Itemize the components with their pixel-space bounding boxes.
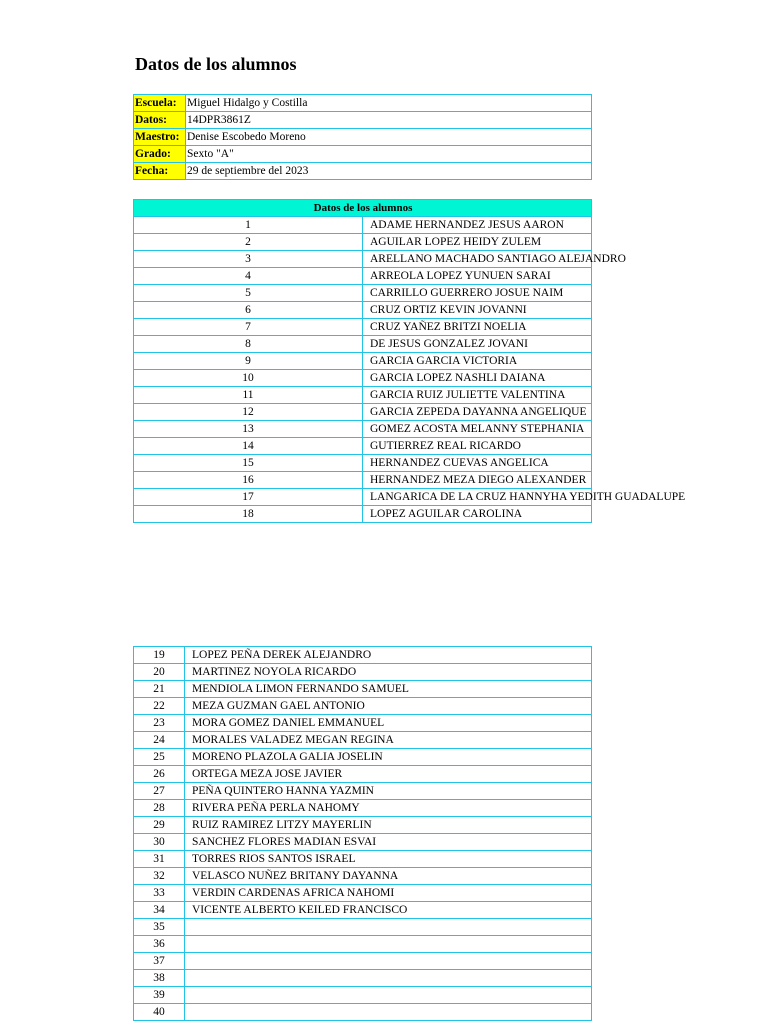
info-row (134, 112, 592, 129)
student-number: 19 (134, 647, 185, 664)
student-number: 27 (134, 783, 185, 800)
student-name: MORA GOMEZ DANIEL EMMANUEL (185, 715, 592, 732)
school-info-table (133, 94, 592, 180)
info-label: Grado: (134, 146, 186, 163)
table-row (134, 664, 592, 681)
info-label: Fecha: (134, 163, 186, 180)
student-number: 29 (134, 817, 185, 834)
table-row (134, 506, 592, 523)
info-value: Sexto "A" (186, 146, 592, 163)
table-row (134, 319, 592, 336)
student-name (185, 953, 592, 970)
info-row (134, 129, 592, 146)
table-row (134, 766, 592, 783)
info-row (134, 95, 592, 112)
info-value: 14DPR3861Z (186, 112, 592, 129)
student-name: ARELLANO MACHADO SANTIAGO ALEJANDRO (363, 251, 592, 268)
table-row (134, 455, 592, 472)
student-name (185, 987, 592, 1004)
student-name: MEZA GUZMAN GAEL ANTONIO (185, 698, 592, 715)
student-name (185, 919, 592, 936)
student-name: RIVERA PEÑA PERLA NAHOMY (185, 800, 592, 817)
table-header-row (134, 200, 592, 217)
student-number: 6 (134, 302, 363, 319)
student-number: 17 (134, 489, 363, 506)
student-number: 33 (134, 885, 185, 902)
info-row (134, 146, 592, 163)
info-label: Maestro: (134, 129, 186, 146)
table-row (134, 953, 592, 970)
student-number: 31 (134, 851, 185, 868)
student-name: HERNANDEZ MEZA DIEGO ALEXANDER (363, 472, 592, 489)
student-name: VERDIN CARDENAS AFRICA NAHOMI (185, 885, 592, 902)
info-value: Denise Escobedo Moreno (186, 129, 592, 146)
table-row (134, 370, 592, 387)
student-number: 10 (134, 370, 363, 387)
student-name: SANCHEZ FLORES MADIAN ESVAI (185, 834, 592, 851)
student-name: MORALES VALADEZ MEGAN REGINA (185, 732, 592, 749)
table-row (134, 902, 592, 919)
student-name: GOMEZ ACOSTA MELANNY STEPHANIA (363, 421, 592, 438)
table-row (134, 698, 592, 715)
student-name: AGUILAR LOPEZ HEIDY ZULEM (363, 234, 592, 251)
student-number: 5 (134, 285, 363, 302)
student-name: RUIZ RAMIREZ LITZY MAYERLIN (185, 817, 592, 834)
table-row (134, 421, 592, 438)
student-name: MARTINEZ NOYOLA RICARDO (185, 664, 592, 681)
table-row (134, 353, 592, 370)
table-row (134, 217, 592, 234)
table-row (134, 285, 592, 302)
student-number: 24 (134, 732, 185, 749)
student-name: VICENTE ALBERTO KEILED FRANCISCO (185, 902, 592, 919)
student-number: 2 (134, 234, 363, 251)
table-row (134, 817, 592, 834)
student-number: 16 (134, 472, 363, 489)
info-row (134, 163, 592, 180)
table-row (134, 749, 592, 766)
info-label: Escuela: (134, 95, 186, 112)
student-name: GARCIA LOPEZ NASHLI DAIANA (363, 370, 592, 387)
table-row (134, 987, 592, 1004)
student-name: TORRES RIOS SANTOS ISRAEL (185, 851, 592, 868)
students-table-page-2 (133, 646, 592, 1021)
table-row (134, 234, 592, 251)
student-number: 35 (134, 919, 185, 936)
table-row (134, 936, 592, 953)
student-number: 26 (134, 766, 185, 783)
table-row (134, 885, 592, 902)
student-name: GARCIA RUIZ JULIETTE VALENTINA (363, 387, 592, 404)
page-title: Datos de los alumnos (135, 54, 297, 74)
student-number: 30 (134, 834, 185, 851)
student-number: 37 (134, 953, 185, 970)
table-row (134, 834, 592, 851)
table-row (134, 302, 592, 319)
student-name: VELASCO NUÑEZ BRITANY DAYANNA (185, 868, 592, 885)
student-name: CRUZ ORTIZ KEVIN JOVANNI (363, 302, 592, 319)
table-row (134, 800, 592, 817)
student-number: 12 (134, 404, 363, 421)
table-row (134, 851, 592, 868)
table-row (134, 489, 592, 506)
student-name: MORENO PLAZOLA GALIA JOSELIN (185, 749, 592, 766)
table-row (134, 438, 592, 455)
student-name (185, 970, 592, 987)
student-name: GUTIERREZ REAL RICARDO (363, 438, 592, 455)
student-number: 3 (134, 251, 363, 268)
student-name: ARREOLA LOPEZ YUNUEN SARAI (363, 268, 592, 285)
student-number: 40 (134, 1004, 185, 1021)
info-value: Miguel Hidalgo y Costilla (186, 95, 592, 112)
student-name: ORTEGA MEZA JOSE JAVIER (185, 766, 592, 783)
student-number: 25 (134, 749, 185, 766)
student-name: HERNANDEZ CUEVAS ANGELICA (363, 455, 592, 472)
student-name: PEÑA QUINTERO HANNA YAZMIN (185, 783, 592, 800)
table-row (134, 647, 592, 664)
student-name (185, 1004, 592, 1021)
student-name: LOPEZ AGUILAR CAROLINA (363, 506, 592, 523)
student-name: LOPEZ PEÑA DEREK ALEJANDRO (185, 647, 592, 664)
student-number: 8 (134, 336, 363, 353)
student-number: 20 (134, 664, 185, 681)
table-row (134, 783, 592, 800)
student-number: 36 (134, 936, 185, 953)
student-number: 23 (134, 715, 185, 732)
student-number: 38 (134, 970, 185, 987)
table-row (134, 681, 592, 698)
student-number: 18 (134, 506, 363, 523)
table-row (134, 868, 592, 885)
table-row (134, 732, 592, 749)
student-name: MENDIOLA LIMON FERNANDO SAMUEL (185, 681, 592, 698)
students-table-page-1 (133, 199, 686, 523)
student-number: 34 (134, 902, 185, 919)
student-number: 9 (134, 353, 363, 370)
student-name: DE JESUS GONZALEZ JOVANI (363, 336, 592, 353)
student-name: LANGARICA DE LA CRUZ HANNYHA YEDITH GUADALUPE (363, 489, 592, 506)
student-number: 4 (134, 268, 363, 285)
student-number: 28 (134, 800, 185, 817)
student-number: 21 (134, 681, 185, 698)
table-row (134, 404, 592, 421)
student-number: 32 (134, 868, 185, 885)
student-number: 39 (134, 987, 185, 1004)
table-row (134, 715, 592, 732)
table-row (134, 387, 592, 404)
student-number: 11 (134, 387, 363, 404)
info-label: Datos: (134, 112, 186, 129)
student-name: ADAME HERNANDEZ JESUS AARON (363, 217, 592, 234)
table-row (134, 251, 592, 268)
table-row (134, 472, 592, 489)
student-name: GARCIA ZEPEDA DAYANNA ANGELIQUE (363, 404, 592, 421)
student-name: CRUZ YAÑEZ BRITZI NOELIA (363, 319, 592, 336)
info-value: 29 de septiembre del 2023 (186, 163, 592, 180)
table-row (134, 336, 592, 353)
student-name: GARCIA GARCIA VICTORIA (363, 353, 592, 370)
table-header: Datos de los alumnos (134, 200, 592, 217)
student-number: 13 (134, 421, 363, 438)
table-row (134, 970, 592, 987)
student-number: 22 (134, 698, 185, 715)
student-name (185, 936, 592, 953)
student-number: 1 (134, 217, 363, 234)
table-row (134, 268, 592, 285)
student-number: 14 (134, 438, 363, 455)
student-number: 7 (134, 319, 363, 336)
table-row (134, 919, 592, 936)
table-row (134, 1004, 592, 1021)
student-number: 15 (134, 455, 363, 472)
student-name: CARRILLO GUERRERO JOSUE NAIM (363, 285, 592, 302)
